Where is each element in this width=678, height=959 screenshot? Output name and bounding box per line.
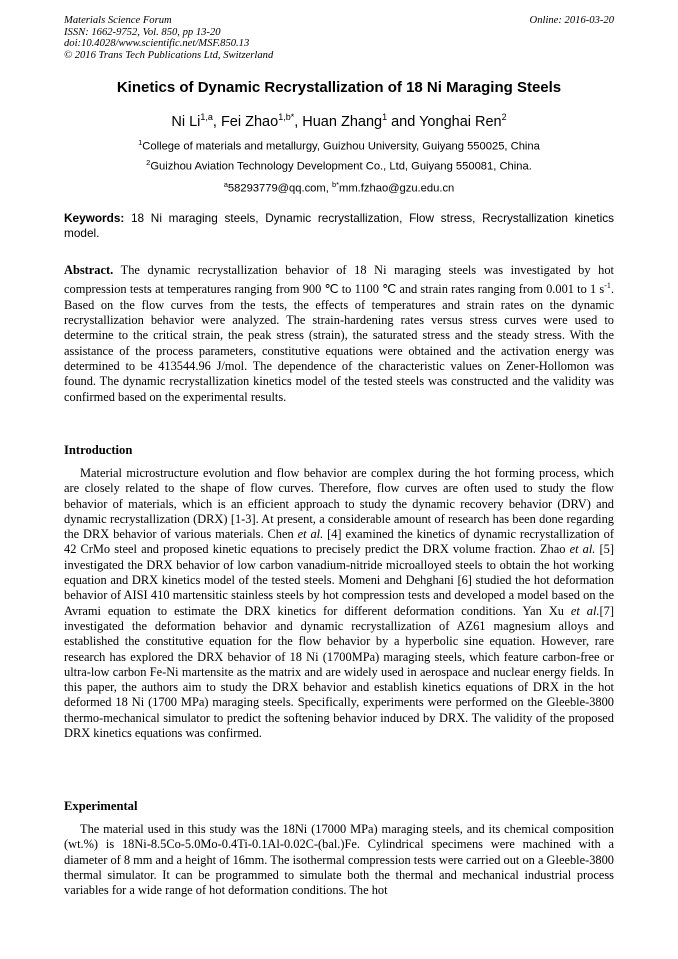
author-separator: , <box>212 113 221 130</box>
affiliation-1 <box>0 138 678 153</box>
journal-name: Materials Science Forum <box>64 15 172 26</box>
introduction-paragraph <box>64 466 614 741</box>
paper-title: Kinetics of Dynamic Recrystallization of 18 Ni Maraging Steels <box>116 79 562 96</box>
email-marker: a <box>223 180 228 189</box>
intro-etal: et al. <box>569 542 596 557</box>
experimental-paragraph: The material used in this study was the 18Ni (17000 MPa) maraging steels, and its chemical composition (wt.%) is 18Ni-8.5Co-5.0Mo-0.4Ti-0.1Al-0.02C-(bal.)Fe. Cylindrical specimens were machined with a diameter of 8 mm and a height of 16mm. The isothermal compression tests were carried out on a Gleeble-3800 thermal simulator. It can be programmed to simulate both the thermal and mechanical industrial process variables for a wide range of hot deformation conditions. The hot <box>64 822 614 898</box>
intro-text: [5] investigated the DRX behavior of low carbon vanadium-nitride microalloyed steels to obtain the hot working equation and DRX kinetics model of the tested steels. Momeni and Dehghani [6] studied the hot deformation behavior of AISI 410 martensitic stainless steels by hot compression tests and developed a model based on the Avrami equation to estimate the DRX kinetics for different deformation conditions. Yan Xu <box>64 542 615 618</box>
author-list <box>0 112 678 130</box>
intro-etal: et al. <box>297 527 324 542</box>
author-affil-marker: 1,a <box>200 112 213 122</box>
email-a: 58293779@qq.com, <box>227 182 332 195</box>
email-b: mm.fzhao@gzu.edu.cn <box>339 182 455 195</box>
author-affil-marker: 1 <box>382 112 388 122</box>
author-name: Fei Zhao <box>220 113 279 130</box>
author-affil-marker: 1,b* <box>278 112 295 122</box>
copyright-line: © 2016 Trans Tech Publications Ltd, Switzerland <box>64 49 274 61</box>
author-separator: and <box>387 113 420 130</box>
abstract-label: Abstract. <box>64 263 114 277</box>
affil-marker: 2 <box>146 158 151 167</box>
affil-text: College of materials and metallurgy, Guizhou University, Guiyang 550025, China <box>142 140 540 153</box>
issn-line: ISSN: 1662-9752, Vol. 850, pp 13-20 <box>64 26 221 38</box>
author-name: Ni Li <box>171 113 201 130</box>
abstract-text-cont: . Based on the flow curves from the tests, the effects of temperatures and strain rates on the dynamic recrystallization behavior were analyzed. The strain-hardening rates versus stress curves were used to determine to the critical strain, the peak stress (strain), the saturated stress and the steady stress. With the assistance of the process parameters, constitutive equations were obtained and the activation energy was determined to be 413544.96 J/mol. The dependence of the characteristic values on Zener-Hollomon was found. The dynamic recrystallization kinetics model of the tested steels was constructed and the validity was confirmed based on the experimental results. <box>64 282 614 404</box>
affiliation-2 <box>0 158 678 173</box>
online-date: Online: 2016-03-20 <box>529 15 614 26</box>
abstract-text: The dynamic recrystallization behavior of 18 Ni maraging steels was investigated by hot compression tests at temperatures ranging from 900 ℃ to 1100 ℃ and strain rates ranging from 0.001 to 1 s <box>64 263 614 297</box>
intro-etal: et al. <box>570 603 600 618</box>
doi-line: doi:10.4028/www.scientific.net/MSF.850.13 <box>64 38 250 49</box>
section-heading-introduction: Introduction <box>64 443 133 457</box>
keywords-label: Keywords: <box>64 211 125 225</box>
intro-text: Material microstructure evolution and flow behavior are complex during the hot forming process, which are closely related to the shape of flow curves. Therefore, flow curves are often used to study the flow behavior of materials, which is an efficient approach to study the dynamic recovery behavior (DRV) and dynamic recrystallization (DRX) [1-3]. At present, a considerable amount of research has been done regarding the DRX behavior of various materials. Chen <box>64 466 614 542</box>
keywords-text: 18 Ni maraging steels, Dynamic recrystallization, Flow stress, Recrystallization kinetics model. <box>64 211 614 240</box>
abstract-sup: -1 <box>604 281 611 291</box>
affil-marker: 1 <box>138 138 143 147</box>
intro-text: [7] investigated the deformation behavior and dynamic recrystallization of AZ61 magnesium alloys and established the constitutive equation for the flow behavior by a hyperbolic sine equation. However, rare research has explored the DRX behavior of 18 Ni (1700MPa) maraging steels, which feature carbon-free or ultra-low carbon Fe-Ni martensite as the matrix and are widely used in aerospace and nuclear energy fields. In this paper, the authors aim to study the DRX behavior and establish kinetics equations of DRX in the hot deformed 18 Ni (1700 MPa) maraging steels. Specifically, experiments were performed on the Gleeble-3800 thermo-mechanical simulator to predict the softening behavior induced by DRX. The validity of the proposed DRX kinetics equations was confirmed. <box>64 603 614 741</box>
author-affil-marker: 2 <box>501 112 507 122</box>
email-marker: b* <box>331 180 340 189</box>
abstract <box>64 263 614 405</box>
keywords <box>64 211 614 241</box>
journal-header <box>64 15 273 61</box>
affil-text: Guizhou Aviation Technology Development Co., Ltd, Guiyang 550081, China. <box>150 160 532 173</box>
author-emails <box>0 180 678 195</box>
section-heading-experimental: Experimental <box>64 799 138 813</box>
intro-text: [4] examined the kinetics of dynamic recrystallization of 42 CrMo steel and proposed kinetic equations to precisely predict the DRX volume fraction. Zhao <box>64 527 614 557</box>
author-name: Yonghai Ren <box>419 113 502 130</box>
author-separator: , <box>294 113 303 130</box>
author-name: Huan Zhang <box>302 113 383 130</box>
